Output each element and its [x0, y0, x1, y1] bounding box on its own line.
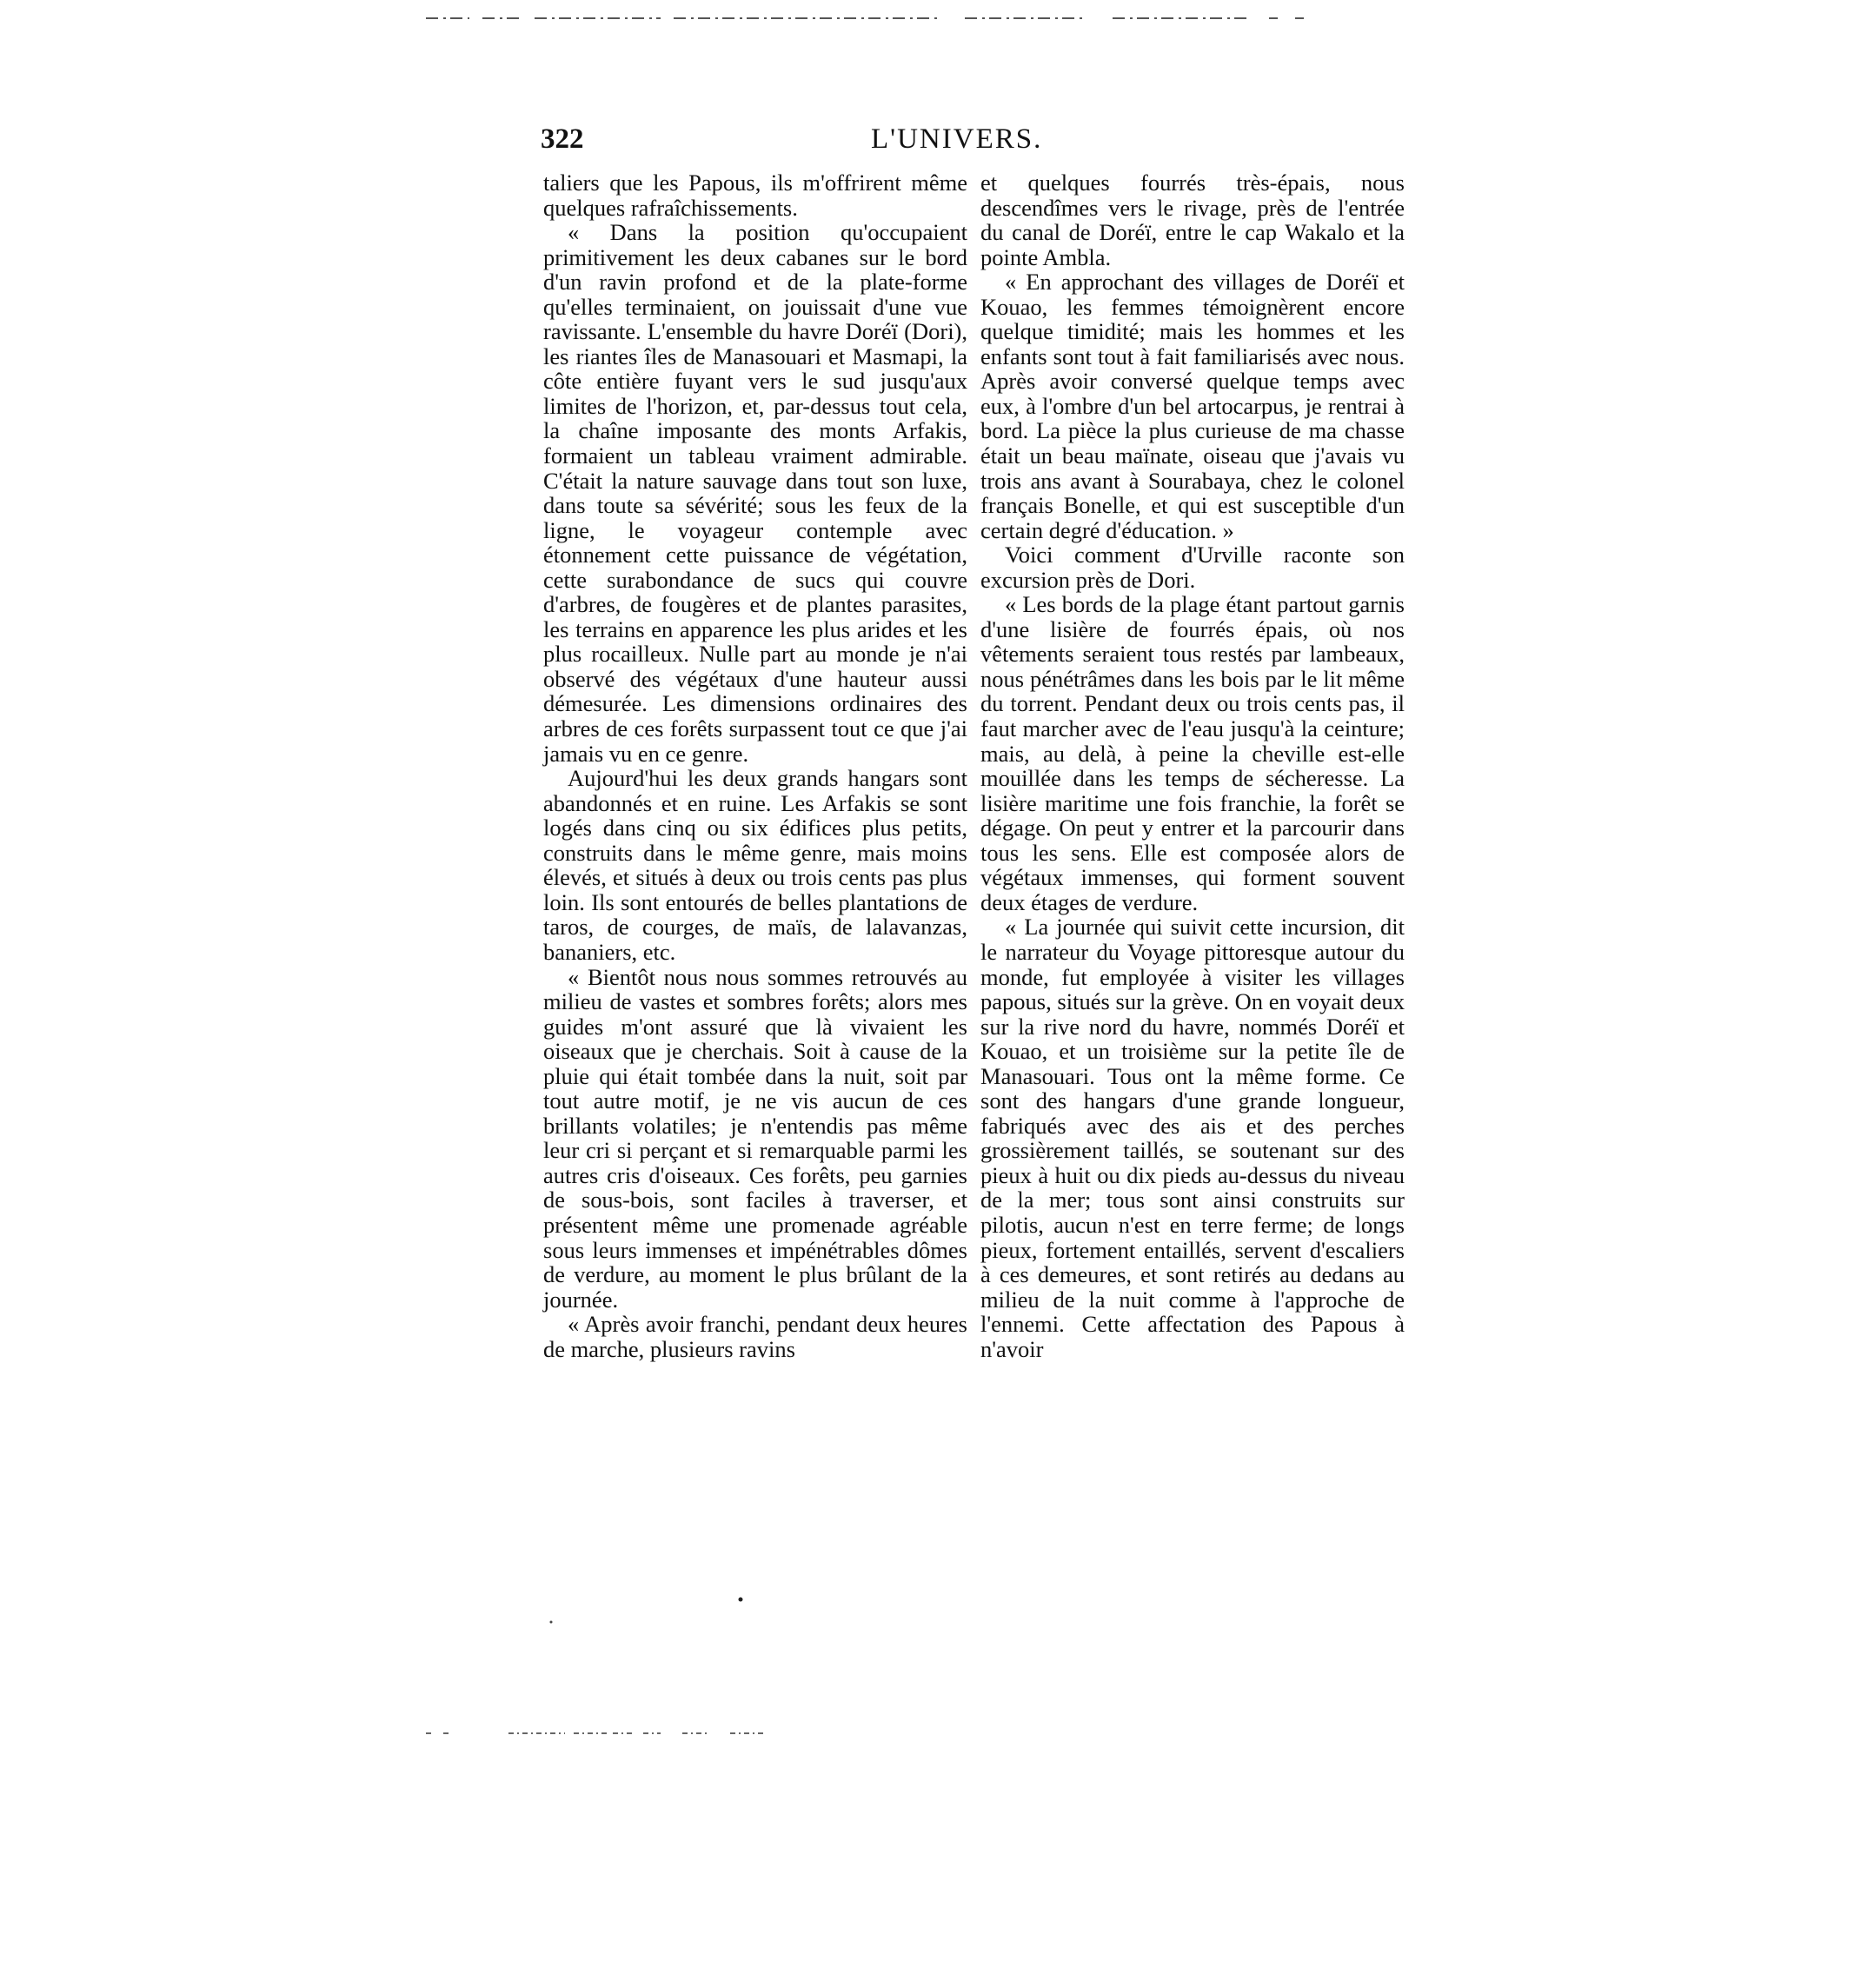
right-paragraph-1: et quelques fourrés très-épais, nous descendîmes vers le rivage, près de l'entrée du canal de Doréï, entre le cap Wakalo et la pointe Ambla. [980, 170, 1405, 270]
left-paragraph-3: Aujourd'hui les deux grands hangars sont abandonnés et en ruine. Les Arfakis se sont logés dans cinq ou six édifices plus petits, construits dans le même genre, mais moins élevés, et situés à deux ou trois cents pas plus loin. Ils sont entourés de belles plantations de taros, de courges, de maïs, de lalavanzas, bananiers, etc. [543, 765, 967, 965]
scan-artifact-bottom [0, 1732, 1854, 1734]
left-paragraph-4: « Bientôt nous nous sommes retrouvés au milieu de vastes et sombres forêts; alors mes guides m'ont assuré que là vivaient les oiseaux que je cherchais. Soit à cause de la pluie qui était tombée dans la nuit, soit par tout autre motif, je ne vis aucun de ces brillants volatiles; je n'entendis pas même leur cri si perçant et si remarquable parmi les autres cris d'oiseaux. Ces forêts, peu garnies de sous-bois, sont faciles à traverser, et présentent même une promenade agréable sous leurs immenses et impénétrables dômes de verdure, au moment le plus brûlant de la journée. [543, 963, 967, 1313]
right-paragraph-5: « La journée qui suivit cette incursion, dit le narrateur du Voyage pittoresque autour du monde, fut employée à visiter les villages papous, situés sur la grève. On en voyait deux sur la rive nord du havre, nommés Doréï et Kouao, et un troisième sur la petite île de Manasouari. Tous ont la même forme. Ce sont des hangars d'une grande longueur, fabriqués avec des ais et des perches grossièrement taillés, se soutenant sur des pieux à huit ou dix pieds au-dessus du niveau de la mer; tous sont ainsi construits sur pilotis, aucun n'est en terre ferme; de longs pieux, fortement entaillés, servent d'escaliers à ces demeures, et sont retirés au dedans au milieu de la nuit comme à l'approche de l'ennemi. Cette affectation des Papous à n'avoir [980, 914, 1405, 1362]
right-paragraph-3: Voici comment d'Urville raconte son excursion près de Dori. [980, 542, 1405, 593]
running-title: L'UNIVERS. [871, 123, 1043, 155]
right-paragraph-4: « Les bords de la plage étant partout garnis d'une lisière de fourrés épais, où nos vêtements seraient tous restés par lambeaux, nous pénétrâmes dans les bois par le lit même du torrent. Pendant deux ou trois cents pas, il faut marcher avec de l'eau jusqu'à la ceinture; mais, au delà, à peine la cheville est-elle mouillée dans les temps de sécheresse. La lisière maritime une fois franchie, la forêt se dégage. On peut y entrer et la parcourir dans tous les sens. Elle est composée alors de végétaux immenses, qui forment souvent deux étages de verdure. [980, 591, 1405, 915]
right-paragraph-2: « En approchant des villages de Doréï et Kouao, les femmes témoignèrent encore quelque timidité; mais les hommes et les enfants sont tout à fait familiarisés avec nous. Après avoir conversé quelque temps avec eux, à l'ombre d'un bel artocarpus, je rentrai à bord. La pièce la plus curieuse de ma chasse était un beau maïnate, oiseau que j'avais vu trois ans avant à Sourabaya, chez le colonel français Bonelle, et qui est susceptible d'un certain degré d'éducation. » [980, 269, 1405, 543]
page-number: 322 [541, 123, 584, 155]
left-paragraph-2: « Dans la position qu'occupaient primitivement les deux cabanes sur le bord d'un ravin profond et de la plate-forme qu'elles terminaient, on jouissait d'une vue ravissante. L'ensemble du havre Doréï (Dori), les riantes îles de Manasouari et Masmapi, la côte entière fuyant vers le sud jusqu'aux limites de l'horizon, et, par-dessus tout cela, la chaîne imposante des monts Arfakis, formaient un tableau vraiment admirable. C'était la nature sauvage dans tout son luxe, dans toute sa sévérité; sous les feux de la ligne, le voyageur contemple avec étonnement cette puissance de végétation, cette surabondance de sucs qui couvre d'arbres, de fougères et de plantes parasites, les terrains en apparence les plus arides et les plus rocailleux. Nulle part au monde je n'ai observé des végétaux d'une hauteur aussi démesurée. Les dimensions ordinaires des arbres de ces forêts surpassent tout ce que j'ai jamais vu en ce genre. [543, 219, 967, 767]
left-paragraph-5: « Après avoir franchi, pendant deux heures de marche, plusieurs ravins [543, 1311, 967, 1362]
left-paragraph-1: taliers que les Papous, ils m'offrirent même quelques rafraîchissements. [543, 170, 967, 221]
